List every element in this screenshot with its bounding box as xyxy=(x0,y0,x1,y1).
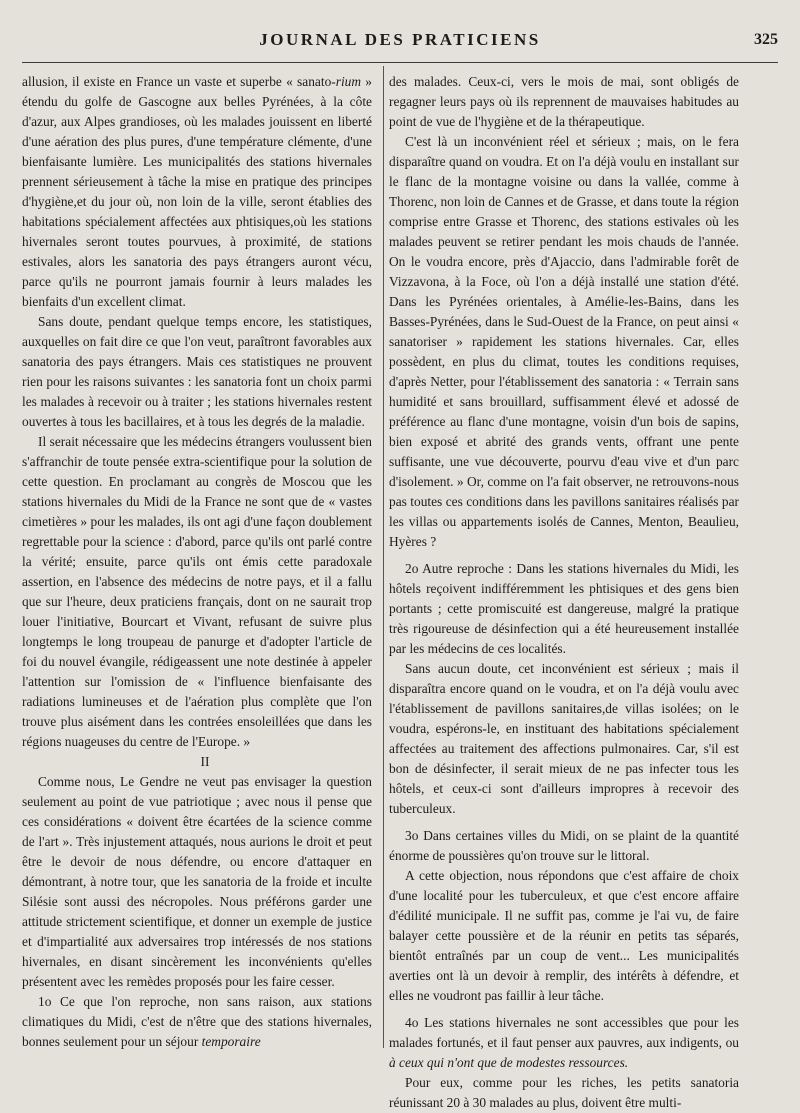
paragraph xyxy=(22,992,372,1052)
left-column xyxy=(22,72,372,1052)
text-run: » étendu du golfe de Gascogne aux belles Pyrénées, à la côte d'azur, aux Alpes grandioses, où les malades jouissent en liberté d'une aération des plus pures, d'une température clémente, d'une bienfaisante lumière. Les municipalités des stations hivernales prennent sérieusement à tâche la mise en pratique des principes d'hygiène,et du jour où, non loin de la ville, seront établies des habitations spécialement affectées aux phtisiques,où les stations hivernales seront toutes pourvues, à proximité, de stations estivales, alors les sanatoria des pays étrangers auront vécu, parce qu'ils ne pourront jamais fournir à leurs malades les bienfaits d'un excellent climat. xyxy=(22,74,373,309)
section-numeral: II xyxy=(200,754,210,769)
paragraph: 2o Autre reproche : Dans les stations hivernales du Midi, les hôtels reçoivent indifféremment les phtisiques et des gens bien portants ; cette promiscuité est dangereuse, malgré la pratique très rigoureuse de désinfection qui a été heureusement installée par les médecins de ces localités. xyxy=(389,561,739,656)
running-header xyxy=(22,22,778,63)
paragraph: 3o Dans certaines villes du Midi, on se plaint de la quantité énorme de poussières qu'on trouve sur le littoral. xyxy=(389,828,739,863)
text-run: 1o Ce que l'on reproche, non sans raison, aux stations climatiques du Midi, c'est de n'être que des stations hivernales, bonnes seulement pour un séjour xyxy=(22,994,372,1049)
right-column xyxy=(389,72,739,1113)
paragraph: Il serait nécessaire que les médecins étrangers voulussent bien s'affranchir de toute pensée extra-scientifique pour la solution de cette question. En proclamant au congrès de Moscou que les stations hivernales du Midi de la France ne sont que de « vastes cimetières » pour les malades, ils ont agi d'une façon doublement regrettable pour la science : d'abord, parce qu'ils ont parlé contre la vérité; ensuite, parce qu'ils ont émis cette paradoxale assertion, en l'absence des médecins de notre pays, et il a fallu que sur l'heure, deux praticiens français, dont on ne saurait trop louer l'initiative, Bourcart et Vivant, refusant de suivre plus longtemps le long troupeau de panurge et d'adopter l'article de foi du nouvel évangile, rédigeassent une note destinée à appeler l'attention sur l'omission de « l'influence bienfaisante des radiations lumineuses et de l'aération plus complète que l'on trouve plus aisément dans les contrées ensoleillées que dans les régions nuageuses du centre de l'Europe. » xyxy=(22,434,372,749)
paragraph xyxy=(22,72,372,312)
paragraph xyxy=(389,1013,739,1073)
paragraph: C'est là un inconvénient réel et sérieux ; mais, on le fera disparaître quand on voudra. Et on l'a déjà voulu en installant sur le flanc de la montagne voisine ou dans la vallée, comme à Thorenc, non loin de Cannes et de Grasse, et dans toute la région comprise entre Grasse et Thorenc, des stations estivales où les malades peuvent se retirer pendant les mois chauds de l'année. On le voudra encore, près d'Ajaccio, dans l'admirable forêt de Vizzavona, à la Foce, où l'on a déjà installé une station d'été. Dans les Pyrénées orientales, à Amélie-les-Bains, dans les Basses-Pyrénées, dans le Sud-Ouest de la France, on peut ainsi « sanatoriser » rapidement les stations hivernales. Car, elles possèdent, en plus du climat, toutes les conditions requises, d'après Netter, pour l'établissement des sanatoria : « Terrain sans humidité et sans brouillard, suffisamment élevé et adossé de préférence au flanc d'une montagne, voisin d'un bois de sapins, bien exposé et abrité des grands vents, offrant une pente suffisante, une vue découverte, pourvu d'eau vive et d'un parc d'isolement. » Or, comme on l'a fait observer, ne retrouvons-nous pas toutes ces conditions dans les pavillons sanitaires réalisés par les villas ou appartements isolés de Cannes, Menton, Beaulieu, Hyères ? xyxy=(389,134,739,549)
paragraph: Sans doute, pendant quelque temps encore, les statistiques, auxquelles on fait dire ce que l'on veut, paraîtront favorables aux sanatoria des pays étrangers. Mais ces statistiques ne prouvent rien pour les raisons suivantes : les sanatoria font un choix parmi les malades à recevoir ou à traiter ; les stations hivernales restent ouvertes à tous les bacillaires, et à tous les degrés de la maladie. xyxy=(22,314,372,429)
italic-run: rium xyxy=(335,74,362,89)
page-number: 325 xyxy=(754,31,778,48)
italic-run: temporaire xyxy=(201,1034,261,1049)
italic-run: à ceux qui n'ont que de modestes ressources. xyxy=(389,1055,629,1070)
paragraph: Sans aucun doute, cet inconvénient est sérieux ; mais il disparaîtra encore quand on le voudra, et on l'a déjà voulu avec l'établissement de pavillons sanitaires,de villas isolées; on le voudra, espérons-le, en instituant des habitations spécialement affectées au traitement des affections pulmonaires. Car, s'il est bon de désinfecter, il serait mieux de ne pas infecter tous les hôtels, et ceux-ci sont d'ailleurs impropres à recevoir des tuberculeux. xyxy=(389,661,739,816)
column-divider xyxy=(383,66,384,1048)
paragraph: Comme nous, Le Gendre ne veut pas envisager la question seulement au point de vue patriotique ; avec nous il pense que ces considérations « doivent être écartées de la science comme de l'art ». Très injustement attaqués, nous aurions le droit et peut être le devoir de nous défendre, ou encore d'attaquer en démontrant, à notre tour, que les sanatoria de la froide et inculte Silésie sont aussi des nécropoles. Nous préférons garder une attitude strictement scientifique, et donner un exemple de justice et d'impartialité aux adversaires trop intéressés de nos stations hivernales, en disant sincèrement les inconvénients qu'elles présentent avec les remèdes proposés pour les faire cesser. xyxy=(22,774,372,989)
paragraph: A cette objection, nous répondons que c'est affaire de choix d'une localité pour les tuberculeux, et que c'est encore affaire d'édilité municipale. Il ne suffit pas, comme je l'ai vu, de faire balayer cette poussière et de la réunir en petits tas séparés, bientôt entraînés par un coup de vent... Les municipalités averties ont là un devoir à remplir, des intérêts à défendre, et elles ne voudront pas faillir à leur tâche. xyxy=(389,868,739,1003)
text-run: 4o Les stations hivernales ne sont accessibles que pour les malades fortunés, et il faut penser aux pauvres, aux indigents, ou xyxy=(389,1015,739,1050)
text-run: allusion, il existe en France un vaste et superbe « sanato- xyxy=(22,74,336,89)
paragraph: Pour eux, comme pour les riches, les petits sanatoria réunissant 20 à 30 malades au plus, doivent être multi- xyxy=(389,1075,739,1110)
paragraph: des malades. Ceux-ci, vers le mois de mai, sont obligés de regagner leurs pays où ils reprennent de mauvaises habitudes au point de vue de l'hygiène et de la thérapeutique. xyxy=(389,74,739,129)
journal-title: JOURNAL DES PRATICIENS xyxy=(259,30,541,49)
